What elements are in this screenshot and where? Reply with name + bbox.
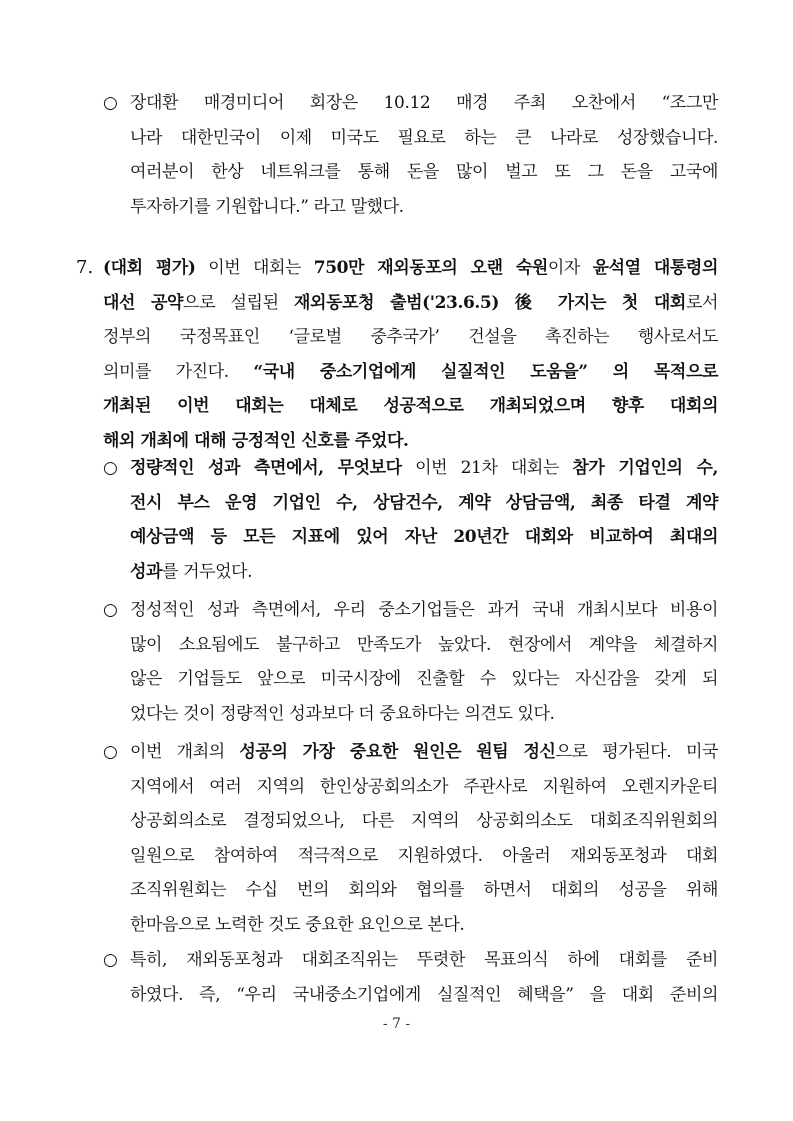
text-line: 지역에서 여러 지역의 한인상공회의소가 주관사로 지원하여 오렌지카운티 — [130, 776, 718, 797]
text-line: (대회 평가) 이번 대회는 750만 재외동포의 오랜 숙원이자 윤석열 대통령의 — [103, 258, 718, 278]
text-line: 정성적인 성과 측면에서, 우리 중소기업들은 과거 국내 개최시보다 비용이 — [130, 600, 718, 620]
text-line: 전시 부스 운영 기업인 수, 상담건수, 계약 상담금액, 최종 타결 계약 — [130, 492, 718, 513]
text-line: 특히, 재외동포청과 대회조직위는 뚜렷한 목표의식 하에 대회를 준비 — [130, 950, 718, 970]
text-line: 나라 대한민국이 이제 미국도 필요로 하는 큰 나라로 성장했습니다. — [130, 127, 718, 148]
section-heading: (대회 평가) — [103, 258, 196, 278]
bullet-marker: ○ — [103, 950, 118, 970]
bullet-marker: ○ — [103, 458, 118, 478]
bullet-marker: ○ — [103, 742, 118, 762]
text-line: 한마음으로 노력한 것도 중요한 요인으로 본다. — [130, 914, 465, 935]
text-line: 해외 개최에 대해 긍정적인 신호를 주었다. — [103, 430, 409, 451]
text-line: 정부의 국정목표인 ‘글로벌 중추국가’ 건설을 촉진하는 행사로서도 — [103, 327, 718, 347]
text-line: 여러분이 한상 네트워크를 통해 돈을 많이 벌고 또 그 돈을 고국에 — [130, 162, 718, 182]
text-line: 예상금액 등 모든 지표에 있어 자난 20년간 대회와 비교하여 최대의 — [130, 527, 718, 547]
text-line: 었다는 것이 정량적인 성과보다 더 중요하다는 의견도 있다. — [130, 703, 555, 724]
text-line: 장대환 매경미디어 회장은 10.12 매경 주최 오찬에서 “조그만 — [130, 93, 718, 113]
bullet-marker: ○ — [103, 600, 118, 620]
text-line: 대선 공약으로 설립된 재외동포청 출범('23.6.5) 後 가지는 첫 대회로서 — [103, 292, 718, 313]
text-line: 정량적인 성과 측면에서, 무엇보다 이번 21차 대회는 참가 기업인의 수, — [130, 458, 718, 478]
quantitative-paragraph — [130, 451, 718, 589]
one-team-paragraph — [130, 735, 718, 942]
text-line: 이번 개최의 성공의 가장 중요한 원인은 원팀 정신으로 평가된다. 미국 — [130, 742, 718, 762]
section-7-paragraph — [103, 251, 718, 458]
qualitative-paragraph — [130, 593, 718, 731]
text-line: 개최된 이번 대회는 대체로 성공적으로 개최되었으며 향후 대회의 — [103, 396, 718, 416]
text-line: 많이 소요됨에도 불구하고 만족도가 높았다. 현장에서 계약을 체결하지 — [130, 634, 718, 655]
text-line: 투자하기를 기원합니다.” 라고 말했다. — [130, 196, 404, 217]
text-line: 조직위원회는 수십 번의 회의와 협의를 하면서 대회의 성공을 위해 — [130, 880, 718, 900]
text-line: 하였다. 즉, “우리 국내중소기업에게 실질적인 혜택을” 을 대회 준비의 — [130, 984, 718, 1005]
text-line: 성과를 거두었다. — [130, 561, 253, 582]
bullet-marker: ○ — [103, 93, 118, 113]
text-line: 의미를 가진다. “국내 중소기업에게 실질적인 도움을” 의 목적으로 — [103, 361, 718, 382]
section-number: 7. — [76, 257, 94, 278]
page-number: - 7 - — [382, 1016, 411, 1032]
text-line: 않은 기업들도 앞으로 미국시장에 진출할 수 있다는 자신감을 갖게 되 — [130, 669, 718, 689]
text-line: 상공회의소로 결정되었으나, 다른 지역의 상공회의소도 대회조직위원회의 — [130, 811, 718, 831]
goal-paragraph — [130, 943, 718, 1012]
intro-paragraph — [130, 86, 718, 224]
text-line: 일원으로 참여하여 적극적으로 지원하였다. 아울러 재외동포청과 대회 — [130, 845, 718, 866]
